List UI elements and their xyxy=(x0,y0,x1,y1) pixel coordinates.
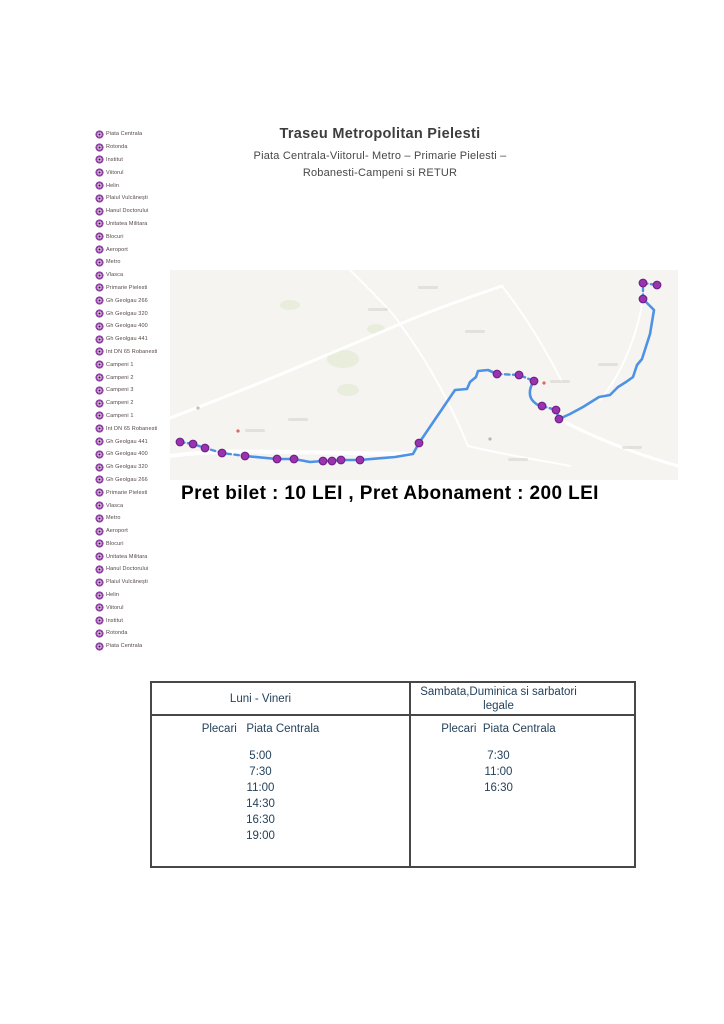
bus-stop-icon xyxy=(96,323,103,330)
stop-name: Int DN 65 Robanesti xyxy=(106,425,158,432)
bus-stop-icon xyxy=(96,284,103,291)
stop-list-item xyxy=(96,384,157,397)
map-stop-marker xyxy=(189,440,197,448)
route-map xyxy=(170,270,678,480)
schedule-column-weekend xyxy=(411,683,634,866)
schedule-column-weekdays xyxy=(152,683,411,866)
stop-name: Plaiul Vulcănești xyxy=(106,579,148,586)
map-stop-marker xyxy=(273,455,281,463)
price-line: Pret bilet : 10 LEI , Pret Abonament : 200 LEI xyxy=(181,483,599,504)
stop-name: Aeroport xyxy=(106,246,128,253)
departure-time: 14:30 xyxy=(246,798,275,810)
bus-stop-icon xyxy=(96,617,103,624)
stop-list-item xyxy=(96,243,157,256)
map-label-blob xyxy=(465,330,485,333)
stop-list-item xyxy=(96,269,157,282)
departure-time: 5:00 xyxy=(249,750,272,762)
stop-list-item xyxy=(96,474,157,487)
bus-stop-icon xyxy=(96,528,103,535)
stop-list-item xyxy=(96,422,157,435)
stop-list-item xyxy=(96,448,157,461)
map-label-blob xyxy=(550,380,570,383)
bus-stop-icon xyxy=(96,374,103,381)
map-poi-dot xyxy=(236,429,239,432)
route-subtitle-line-1: Piata Centrala-Viitorul- Metro – Primarie Pielesti – xyxy=(253,150,507,162)
departures-label: Plecari Piata Centrala xyxy=(441,723,556,735)
stop-list-item xyxy=(96,512,157,525)
stop-name: Rotonda xyxy=(106,630,128,637)
stop-name: Vlasca xyxy=(106,502,124,509)
stop-list-item xyxy=(96,640,157,653)
stop-list-item xyxy=(96,358,157,371)
map-stop-marker xyxy=(328,457,336,465)
stop-list-item xyxy=(96,461,157,474)
bus-stop-icon xyxy=(96,604,103,611)
departures-label: Plecari Piata Centrala xyxy=(201,723,320,735)
bus-stop-icon xyxy=(96,412,103,419)
map-stop-marker xyxy=(552,406,560,414)
stop-list-item xyxy=(96,307,157,320)
stop-list-item xyxy=(96,205,157,218)
map-label-blob xyxy=(368,308,388,311)
bus-stop-icon xyxy=(96,438,103,445)
bus-stop-icon xyxy=(96,272,103,279)
schedule-column-body xyxy=(152,716,409,866)
map-label-blob xyxy=(245,429,265,432)
departure-time: 19:00 xyxy=(246,830,275,842)
map-poi-dot xyxy=(488,437,491,440)
map-green-area xyxy=(280,300,300,310)
times-list xyxy=(411,748,586,796)
stop-name: Gh Geolgau 320 xyxy=(106,464,148,471)
stop-name: Aeroport xyxy=(106,528,128,535)
schedule-header-line: Luni - Vineri xyxy=(229,692,292,705)
stop-name: Campeni 1 xyxy=(106,361,134,368)
bus-stop-icon xyxy=(96,643,103,650)
map-stop-marker xyxy=(555,415,563,423)
stop-list-item xyxy=(96,141,157,154)
stop-list-item xyxy=(96,179,157,192)
stop-name: Vlasca xyxy=(106,272,124,279)
map-stop-marker xyxy=(639,295,647,303)
stop-name: Gh Geolgau 320 xyxy=(106,310,148,317)
bus-stop-icon xyxy=(96,566,103,573)
map-stop-marker xyxy=(493,370,501,378)
stop-name: Int DN 65 Robanesti xyxy=(106,348,158,355)
bus-stop-icon xyxy=(96,579,103,586)
route-subtitle-line-2: Robanesti-Campeni si RETUR xyxy=(302,166,458,179)
bus-stop-icon xyxy=(96,208,103,215)
stop-list-item xyxy=(96,397,157,410)
bus-stop-icon xyxy=(96,144,103,151)
stop-name: Plaiul Vulcănești xyxy=(106,195,148,202)
stop-name: Hanul Doctorului xyxy=(106,208,149,215)
departure-time: 16:30 xyxy=(246,814,275,826)
stop-list-item xyxy=(96,614,157,627)
map-stop-marker xyxy=(639,279,647,287)
stop-list-item xyxy=(96,538,157,551)
map-stop-marker xyxy=(241,452,249,460)
bus-stop-icon xyxy=(96,336,103,343)
stop-name: Campeni 1 xyxy=(106,412,134,419)
stop-list-item xyxy=(96,218,157,231)
stop-name: Institut xyxy=(106,156,124,163)
departure-time: 11:00 xyxy=(484,766,513,778)
map-stop-marker xyxy=(415,439,423,447)
stop-name: Primarie Pielesti xyxy=(106,489,148,496)
route-subtitle xyxy=(180,148,580,181)
map-stop-marker xyxy=(356,456,364,464)
stop-name: Gh Geolgau 441 xyxy=(106,438,148,445)
bus-stop-icon xyxy=(96,464,103,471)
stop-list-item xyxy=(96,128,157,141)
stop-list-item xyxy=(96,333,157,346)
stop-name: Gh Geolgau 400 xyxy=(106,323,148,330)
bus-stop-icon xyxy=(96,220,103,227)
stop-list-item xyxy=(96,192,157,205)
bus-stop-icon xyxy=(96,515,103,522)
stop-name: Gh Geolgau 400 xyxy=(106,451,148,458)
stop-name: Gh Geolgau 441 xyxy=(106,336,148,343)
stop-list xyxy=(96,128,157,653)
bus-stop-icon xyxy=(96,131,103,138)
stop-name: Primarie Pielesti xyxy=(106,284,148,291)
stop-list-item xyxy=(96,550,157,563)
schedule-column-body xyxy=(411,716,634,866)
map-green-area xyxy=(337,384,359,396)
bus-stop-icon xyxy=(96,387,103,394)
schedule-header-line: legale xyxy=(483,699,514,712)
stop-name: Rotonda xyxy=(106,144,128,151)
bus-stop-icon xyxy=(96,156,103,163)
bus-stop-icon xyxy=(96,297,103,304)
map-poi-dot xyxy=(196,406,199,409)
stop-list-item xyxy=(96,563,157,576)
map-stop-marker xyxy=(201,444,209,452)
stop-name: Unitatea Militara xyxy=(106,553,148,560)
stop-name: Institut xyxy=(106,617,124,624)
stop-list-item xyxy=(96,371,157,384)
departure-time: 11:00 xyxy=(246,782,275,794)
stop-name: Viitorul xyxy=(106,604,124,611)
stop-name: Piata Centrala xyxy=(106,131,143,138)
stop-list-item xyxy=(96,601,157,614)
map-stop-marker xyxy=(218,449,226,457)
stop-name: Hanul Doctorului xyxy=(106,566,149,573)
bus-stop-icon xyxy=(96,233,103,240)
map-label-blob xyxy=(418,286,438,289)
stop-list-item xyxy=(96,256,157,269)
map-stop-marker xyxy=(515,371,523,379)
stop-list-item xyxy=(96,230,157,243)
stop-list-item xyxy=(96,589,157,602)
bus-stop-icon xyxy=(96,195,103,202)
departure-time: 7:30 xyxy=(249,766,272,778)
departure-time: 7:30 xyxy=(487,750,510,762)
stop-name: Helin xyxy=(106,182,120,189)
departure-time: 16:30 xyxy=(484,782,513,794)
map-label-blob xyxy=(622,446,642,449)
bus-stop-icon xyxy=(96,592,103,599)
bus-stop-icon xyxy=(96,246,103,253)
stop-list-item xyxy=(96,410,157,423)
bus-stop-icon xyxy=(96,553,103,560)
stop-list-item xyxy=(96,525,157,538)
schedule-table xyxy=(150,681,636,868)
bus-stop-icon xyxy=(96,489,103,496)
map-stop-marker xyxy=(653,281,661,289)
page-title: Traseu Metropolitan Pielesti xyxy=(279,126,481,142)
bus-stop-icon xyxy=(96,259,103,266)
bus-stop-icon xyxy=(96,425,103,432)
stop-name: Piata Centrala xyxy=(106,643,143,650)
map-poi-dot xyxy=(542,381,545,384)
stop-name: Campeni 3 xyxy=(106,387,134,394)
stop-list-item xyxy=(96,627,157,640)
bus-stop-icon xyxy=(96,361,103,368)
stop-list-item xyxy=(96,166,157,179)
times-list xyxy=(152,748,369,844)
route-map-svg xyxy=(170,270,678,480)
map-stop-marker xyxy=(530,377,538,385)
bus-stop-icon xyxy=(96,451,103,458)
stop-name: Unitatea Militara xyxy=(106,220,148,227)
stop-list-item xyxy=(96,499,157,512)
schedule-header-line: Sambata,Duminica si sarbatori xyxy=(420,685,577,698)
stop-name: Gh Geolgau 266 xyxy=(106,476,148,483)
stop-name: Campeni 2 xyxy=(106,400,134,407)
stop-name: Gh Geolgau 266 xyxy=(106,297,148,304)
bus-stop-icon xyxy=(96,182,103,189)
bus-stop-icon xyxy=(96,400,103,407)
map-stop-marker xyxy=(337,456,345,464)
bus-stop-icon xyxy=(96,540,103,547)
stop-name: Blocuri xyxy=(106,540,124,547)
stop-name: Blocuri xyxy=(106,233,124,240)
map-label-blob xyxy=(508,458,528,461)
map-stop-marker xyxy=(538,402,546,410)
stop-list-item xyxy=(96,486,157,499)
stop-name: Metro xyxy=(106,515,121,522)
map-label-blob xyxy=(598,363,618,366)
map-background xyxy=(170,270,678,480)
stop-name: Campeni 2 xyxy=(106,374,134,381)
bus-stop-icon xyxy=(96,502,103,509)
map-label-blob xyxy=(288,418,308,421)
bus-stop-icon xyxy=(96,348,103,355)
bus-stop-icon xyxy=(96,476,103,483)
schedule-column-header xyxy=(152,683,409,716)
stop-name: Helin xyxy=(106,592,120,599)
stop-list-item xyxy=(96,294,157,307)
map-stop-marker xyxy=(290,455,298,463)
stop-list-item xyxy=(96,320,157,333)
map-stop-marker xyxy=(176,438,184,446)
stop-name: Viitorul xyxy=(106,169,124,176)
stop-name: Metro xyxy=(106,259,121,266)
stop-list-item xyxy=(96,576,157,589)
map-stop-marker xyxy=(319,457,327,465)
schedule-column-header xyxy=(411,683,634,716)
bus-stop-icon xyxy=(96,630,103,637)
bus-stop-icon xyxy=(96,169,103,176)
bus-stop-icon xyxy=(96,310,103,317)
stop-list-item xyxy=(96,282,157,295)
stop-list-item xyxy=(96,346,157,359)
stop-list-item xyxy=(96,154,157,167)
stop-list-item xyxy=(96,435,157,448)
